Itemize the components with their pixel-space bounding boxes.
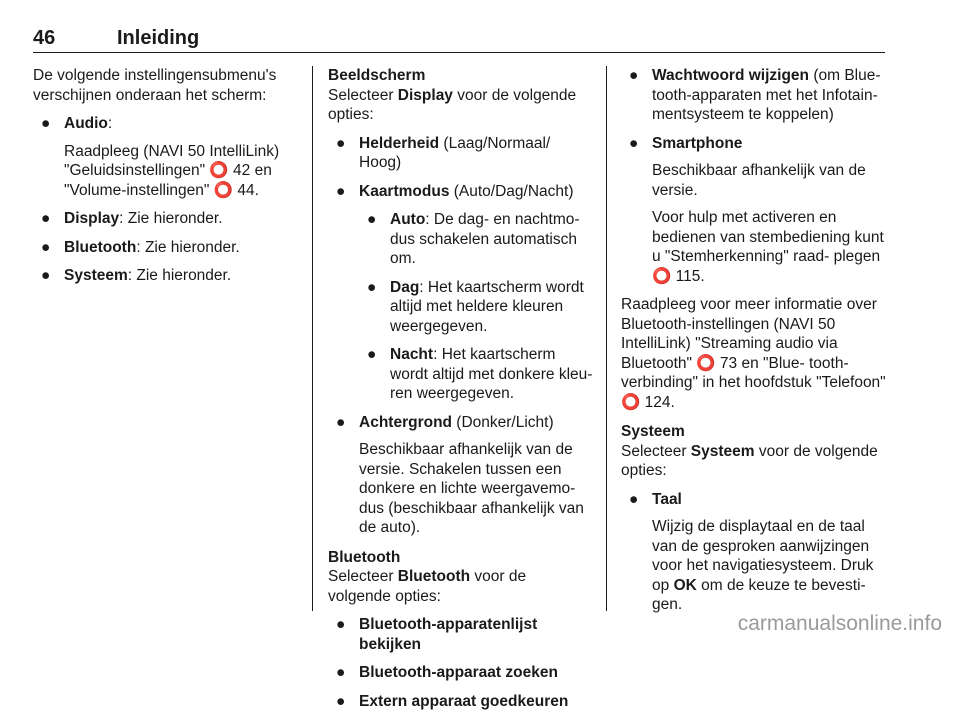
section-title-beeldscherm: Beeldscherm (328, 66, 593, 86)
bullet-icon: ● (41, 266, 50, 286)
achtergrond-description: Beschikbaar afhankelijk van de versie. Schakelen tussen een donkere en lichte weergavemo- dus (beschikbaar afhankelijk van de auto). (359, 440, 593, 538)
column-1 (33, 66, 295, 286)
bullet-icon: ● (41, 238, 50, 258)
watermark: carmanualsonline.info (738, 612, 942, 636)
list-item-taal: ● Taal Wijzig de displaytaal en de taal van de gesproken aanwijzingen voor het navigatiesysteem. Druk op OK om de keuze te bevesti- gen. (621, 490, 887, 615)
taal-description: Wijzig de displaytaal en de taal van de gesproken aanwijzingen voor het navigatiesysteem. Druk op OK om de keuze te bevesti- gen. (652, 517, 887, 615)
smartphone-desc-2: Voor hulp met activeren en bedienen van stembediening kunt u "Stemherkenning" raad- plegen ⭕ 115. (652, 208, 887, 286)
sub-item-nacht: ● Nacht: Het kaartscherm wordt altijd met donkere kleu- ren weergegeven. (328, 345, 593, 404)
page-number: 46 (33, 26, 55, 50)
bullet-icon: ● (336, 134, 345, 154)
list-item-helderheid: ● Helderheid (Laag/Normaal/ Hoog) (328, 134, 593, 173)
bullet-icon: ● (336, 182, 345, 202)
bullet-icon: ● (41, 209, 50, 229)
bullet-icon: ● (629, 66, 638, 86)
bullet-icon: ● (629, 134, 638, 154)
term-audio: Audio (64, 115, 108, 132)
beeldscherm-intro: Selecteer Display voor de volgende opties: (328, 86, 593, 125)
list-item-smartphone: ● Smartphone Beschikbaar afhankelijk van de versie. Voor hulp met activeren en bedienen van stembediening kunt u "Stemherkenning" raad- plegen ⭕ 115. (621, 134, 887, 287)
section-title-systeem: Systeem (621, 422, 887, 442)
sub-item-dag: ● Dag: Het kaartscherm wordt altijd met heldere kleuren weergegeven. (328, 278, 593, 337)
bullet-icon: ● (336, 663, 345, 683)
list-item-bt-search: ● Bluetooth-apparaat zoeken (328, 663, 593, 683)
column-divider-1 (312, 66, 313, 611)
list-item-bt-list: ● Bluetooth-apparatenlijst bekijken (328, 615, 593, 654)
section-title-bluetooth: Bluetooth (328, 548, 593, 568)
term-bluetooth: Bluetooth (64, 239, 136, 256)
bluetooth-reference: Raadpleeg voor meer informatie over Bluetooth-instellingen (NAVI 50 IntelliLink) "Streaming audio via Bluetooth" ⭕ 73 en "Blue- tooth-verbinding" in het hoofdstuk "Telefoon" ⭕ 124. (621, 295, 887, 412)
sub-item-auto: ● Auto: De dag- en nachtmo- dus schakelen automatisch om. (328, 210, 593, 269)
audio-description: Raadpleeg (NAVI 50 IntelliLink) "Geluidsinstellingen" ⭕ 42 en "Volume-instellingen" ⭕ 44. (64, 142, 295, 201)
bullet-icon: ● (336, 615, 345, 635)
term-display: Display (64, 210, 119, 227)
bullet-icon: ● (41, 114, 50, 134)
list-item-audio: ● Audio: Raadpleeg (NAVI 50 IntelliLink) "Geluidsinstellingen" ⭕ 42 en "Volume-instellingen" ⭕ 44. (33, 114, 295, 200)
bullet-icon: ● (336, 692, 345, 711)
smartphone-desc-1: Beschikbaar afhankelijk van de versie. (652, 161, 887, 200)
list-item-bt-approve: ● Extern apparaat goedkeuren (328, 692, 593, 711)
list-item-achtergrond: ● Achtergrond (Donker/Licht) Beschikbaar afhankelijk van de versie. Schakelen tussen een donkere en lichte weergavemo- dus (beschikbaar afhankelijk van de auto). (328, 413, 593, 538)
bullet-icon: ● (367, 278, 376, 298)
list-item-wachtwoord: ● Wachtwoord wijzigen (om Blue- tooth-apparaten met het Infotain- mentsysteem te koppelen) (621, 66, 887, 125)
page-header (33, 26, 885, 53)
intro-text: De volgende instellingensubmenu's verschijnen onderaan het scherm: (33, 66, 295, 105)
list-item-kaartmodus: ● Kaartmodus (Auto/Dag/Nacht) (328, 182, 593, 202)
bullet-icon: ● (336, 413, 345, 433)
term-systeem: Systeem (64, 267, 128, 284)
column-2 (328, 66, 593, 711)
list-item-systeem: ● Systeem: Zie hieronder. (33, 266, 295, 286)
list-item-bluetooth: ● Bluetooth: Zie hieronder. (33, 238, 295, 258)
column-divider-2 (606, 66, 607, 611)
list-item-display: ● Display: Zie hieronder. (33, 209, 295, 229)
column-3 (621, 66, 887, 615)
bullet-icon: ● (367, 210, 376, 230)
bluetooth-intro: Selecteer Bluetooth voor de volgende opties: (328, 567, 593, 606)
bullet-icon: ● (367, 345, 376, 365)
systeem-intro: Selecteer Systeem voor de volgende opties: (621, 442, 887, 481)
chapter-title: Inleiding (117, 26, 199, 50)
bullet-icon: ● (629, 490, 638, 510)
